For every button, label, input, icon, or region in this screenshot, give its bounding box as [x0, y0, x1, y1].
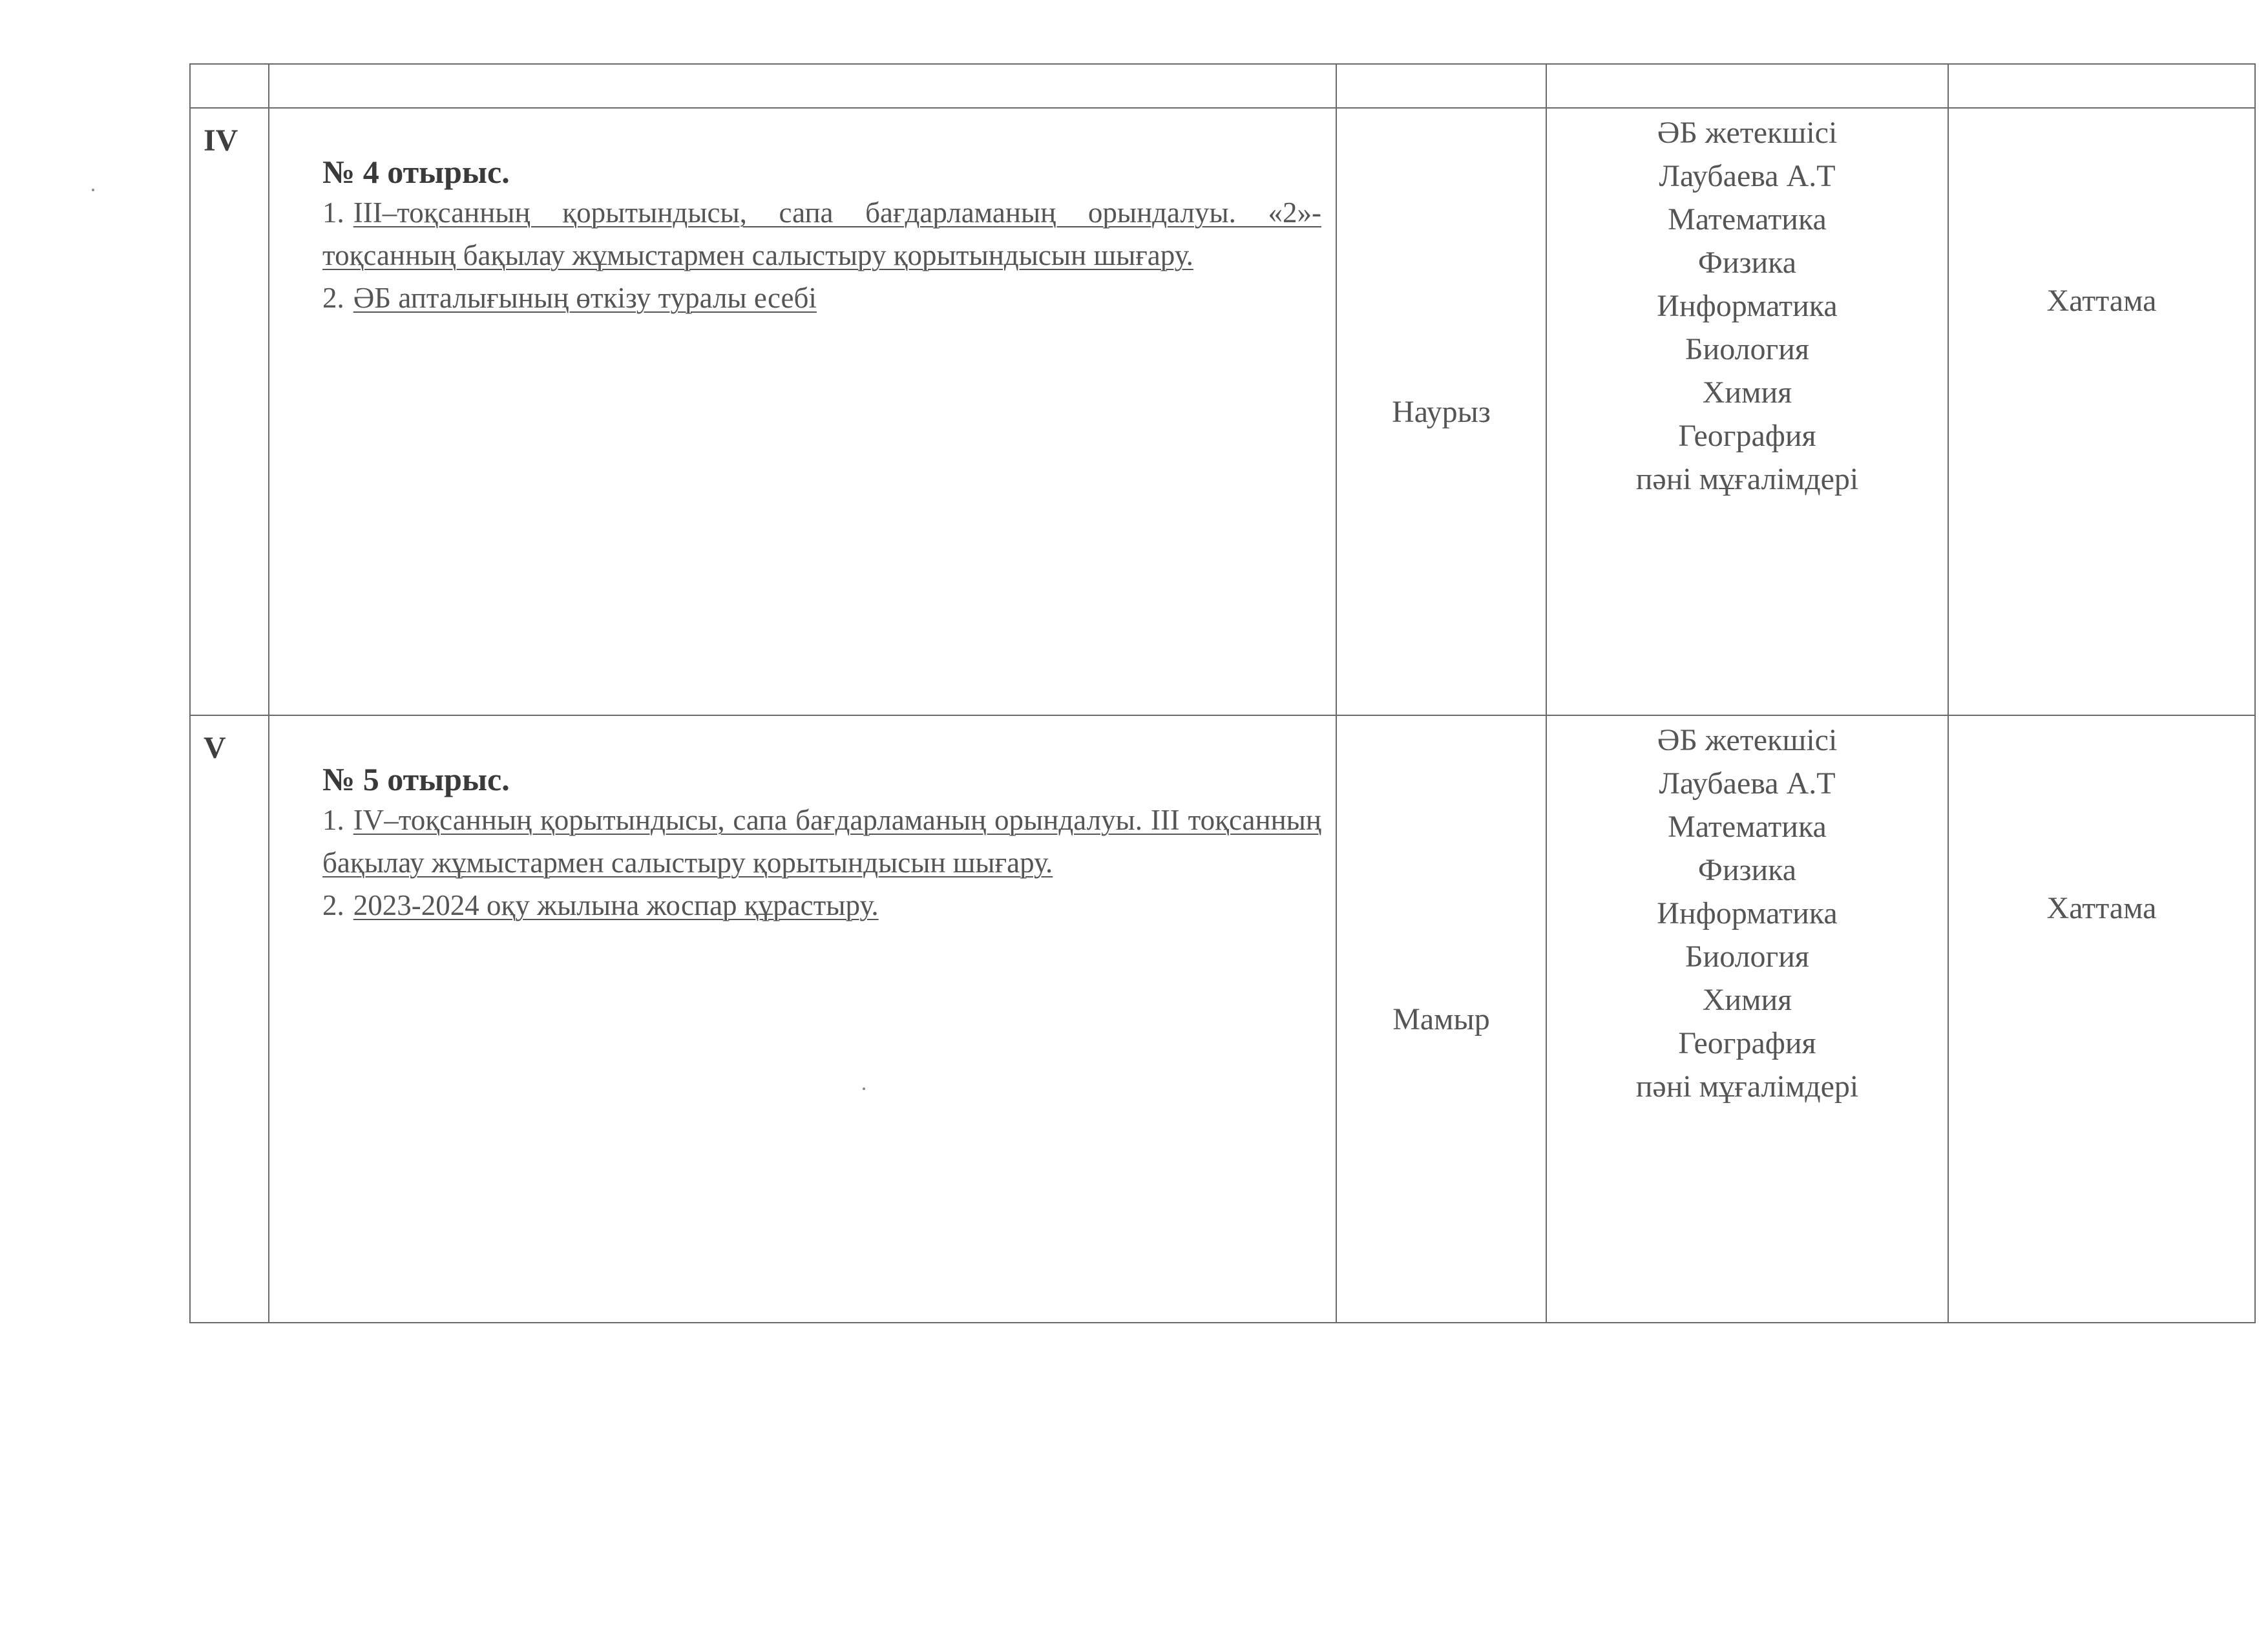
table-row [190, 715, 2255, 1323]
header-cell-responsible [1546, 64, 1948, 108]
header-cell-content [269, 64, 1336, 108]
session-responsible [1546, 108, 1948, 715]
session-month: Мамыр [1336, 715, 1546, 1323]
responsible-line: Химия [1702, 983, 1792, 1017]
session-form: Хаттама [1948, 715, 2255, 1323]
session-title: № 4 отырыс. [322, 154, 510, 190]
responsible-line: пәні мұғалімдері [1635, 462, 1859, 496]
agenda-item-number: 2. [322, 282, 344, 314]
session-month: Наурыз [1336, 108, 1546, 715]
responsible-line: Информатика [1657, 896, 1838, 930]
responsible-line: Математика [1668, 202, 1827, 236]
responsible-line: Физика [1697, 853, 1797, 887]
responsible-line: Лаубаева А.Т [1659, 766, 1836, 801]
responsible-line: ӘБ жетекшісі [1657, 723, 1838, 757]
agenda-item [322, 884, 1321, 927]
agenda-item-number: 2. [322, 889, 344, 921]
meeting-plan-table [189, 63, 2256, 1323]
responsible-line: Биология [1685, 940, 1810, 974]
agenda-item-text: IV–тоқсанның қорытындысы, сапа бағдарламаның орындалуы. III тоқсанның бақылау жұмыстармен салыстыру қорытындысын шығару. [322, 804, 1321, 879]
header-cell-month [1336, 64, 1546, 108]
session-form: Хаттама [1948, 108, 2255, 715]
agenda-item-text: ӘБ апталығының өткізу туралы есебі [353, 282, 817, 314]
responsible-line: Лаубаева А.Т [1659, 159, 1836, 193]
responsible-line: Физика [1697, 246, 1797, 280]
session-responsible [1546, 715, 1948, 1323]
scan-speck [92, 189, 94, 191]
agenda-item [322, 277, 1321, 319]
session-title: № 5 отырыс. [322, 761, 510, 797]
responsible-line: Математика [1668, 810, 1827, 844]
agenda-item [322, 799, 1321, 884]
responsible-line: Информатика [1657, 289, 1838, 323]
responsible-line: пәні мұғалімдері [1635, 1069, 1859, 1104]
agenda-item-text: III–тоқсанның қорытындысы, сапа бағдарламаның орындалуы. «2»-тоқсанның бақылау жұмыстармен салыстыру қорытындысын шығару. [322, 196, 1321, 271]
responsible-line: Химия [1702, 375, 1792, 410]
session-number: IV [190, 108, 269, 715]
session-content-cell [269, 108, 1336, 715]
agenda-item-text: 2023-2024 оқу жылына жоспар құрастыру. [353, 889, 879, 921]
session-content-cell [269, 715, 1336, 1323]
responsible-line: ӘБ жетекшісі [1657, 116, 1838, 150]
responsible-line: География [1678, 1026, 1816, 1060]
session-number: V [190, 715, 269, 1323]
responsible-line: Биология [1685, 332, 1810, 366]
agenda-item [322, 191, 1321, 277]
table-header-row [190, 64, 2255, 108]
table-row [190, 108, 2255, 715]
agenda-item-number: 1. [322, 196, 344, 229]
header-cell-number [190, 64, 269, 108]
agenda-item-number: 1. [322, 804, 344, 836]
header-cell-form [1948, 64, 2255, 108]
responsible-line: География [1678, 419, 1816, 453]
scan-speck [863, 1087, 865, 1090]
